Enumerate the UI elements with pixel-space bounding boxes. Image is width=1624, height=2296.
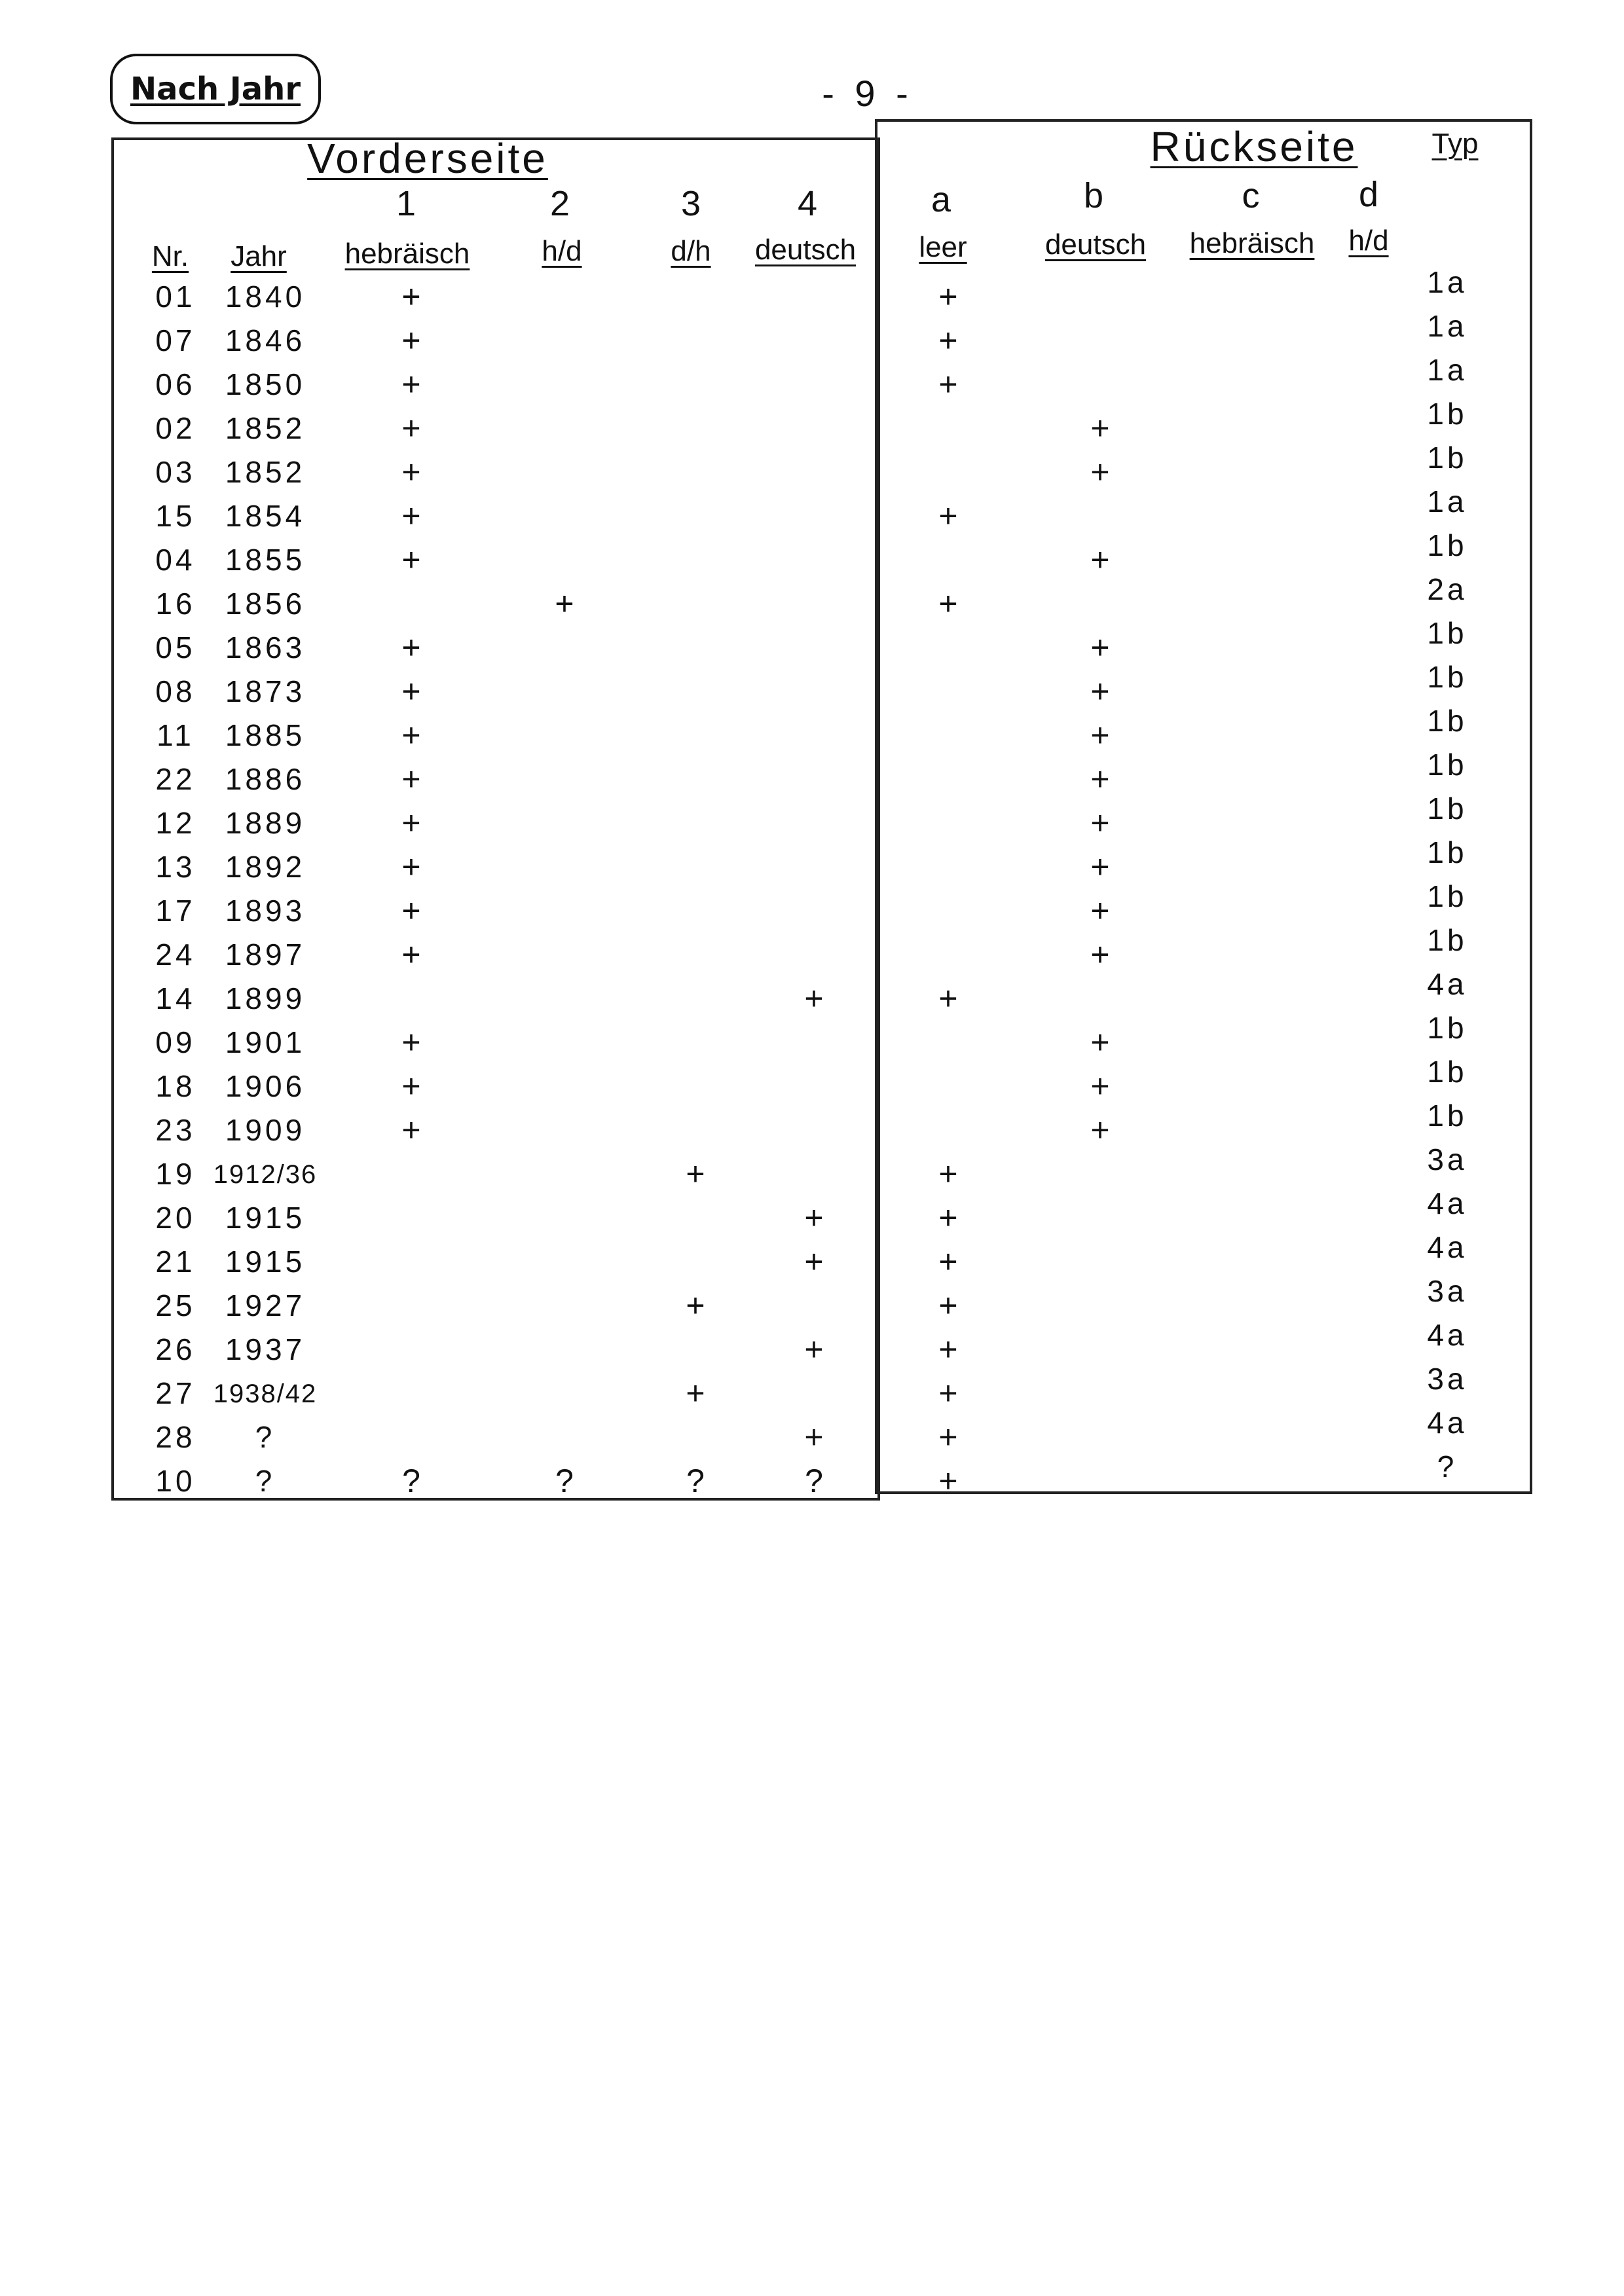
row-mark-ba: + bbox=[938, 1331, 958, 1368]
column-header-f4: deutsch bbox=[754, 234, 857, 266]
page-number: - 9 - bbox=[822, 73, 913, 114]
row-year: 1873 bbox=[225, 674, 306, 708]
column-number-8: d bbox=[1358, 175, 1379, 214]
row-year: 1855 bbox=[225, 543, 306, 577]
row-year: 1915 bbox=[225, 1245, 306, 1279]
row-type: 2a bbox=[1427, 572, 1467, 606]
row-nr: 17 bbox=[155, 894, 196, 928]
row-mark-f3: + bbox=[686, 1287, 705, 1324]
row-mark-f1: + bbox=[401, 498, 421, 534]
row-year: 1850 bbox=[225, 367, 306, 401]
column-number-4: 4 bbox=[797, 184, 818, 223]
row-nr: 16 bbox=[155, 587, 196, 621]
row-nr: 07 bbox=[155, 323, 196, 357]
row-mark-f2: ? bbox=[555, 1463, 574, 1499]
row-type: 1b bbox=[1427, 441, 1467, 475]
row-type: 1a bbox=[1427, 353, 1467, 387]
row-type: 3a bbox=[1427, 1362, 1467, 1396]
row-type: 1b bbox=[1427, 1099, 1467, 1133]
row-type: 4a bbox=[1427, 1318, 1467, 1352]
row-mark-f2: + bbox=[555, 585, 574, 622]
row-mark-f1: ? bbox=[402, 1463, 420, 1499]
row-mark-f1: + bbox=[401, 673, 421, 710]
row-mark-ba: + bbox=[938, 1199, 958, 1236]
row-type: 1b bbox=[1427, 704, 1467, 738]
row-mark-ba: + bbox=[938, 1463, 958, 1499]
row-year: 1846 bbox=[225, 323, 306, 357]
badge-label: Nach Jahr bbox=[130, 71, 301, 107]
row-type: 4a bbox=[1427, 1406, 1467, 1440]
row-mark-bb: + bbox=[1090, 410, 1110, 446]
row-mark-bb: + bbox=[1090, 1068, 1110, 1104]
row-mark-f4: + bbox=[804, 1419, 824, 1455]
row-mark-bb: + bbox=[1090, 629, 1110, 666]
column-header-f3: d/h bbox=[671, 235, 711, 267]
column-header-f2: h/d bbox=[542, 235, 582, 267]
row-type: 1b bbox=[1427, 748, 1467, 782]
row-mark-f4: + bbox=[804, 1199, 824, 1236]
row-mark-f1: + bbox=[401, 717, 421, 754]
row-mark-f1: + bbox=[401, 366, 421, 403]
row-year: 1915 bbox=[225, 1201, 306, 1235]
row-mark-ba: + bbox=[938, 980, 958, 1017]
row-type: 1b bbox=[1427, 879, 1467, 913]
row-nr: 15 bbox=[155, 499, 196, 533]
row-mark-bb: + bbox=[1090, 717, 1110, 754]
row-nr: 02 bbox=[155, 411, 196, 445]
row-mark-f1: + bbox=[401, 454, 421, 490]
row-type: 4a bbox=[1427, 967, 1467, 1001]
row-year: 1863 bbox=[225, 630, 306, 665]
row-nr: 11 bbox=[157, 718, 194, 752]
column-header-f1: hebräisch bbox=[344, 238, 470, 270]
column-number-3: 3 bbox=[680, 184, 701, 223]
front-side-title: Vorderseite bbox=[307, 135, 548, 182]
row-nr: 24 bbox=[155, 938, 196, 972]
row-year: 1909 bbox=[225, 1113, 306, 1147]
row-mark-f1: + bbox=[401, 541, 421, 578]
row-mark-ba: + bbox=[938, 585, 958, 622]
row-mark-bb: + bbox=[1090, 805, 1110, 841]
row-mark-ba: + bbox=[938, 1419, 958, 1455]
row-type: 4a bbox=[1427, 1230, 1467, 1264]
column-number-2: 2 bbox=[549, 184, 570, 223]
row-year: 1852 bbox=[225, 455, 306, 489]
row-mark-f4: + bbox=[804, 1331, 824, 1368]
column-header-ba: leer bbox=[919, 231, 967, 263]
row-nr: 03 bbox=[155, 455, 196, 489]
row-nr: 19 bbox=[155, 1157, 196, 1191]
row-type: 1b bbox=[1427, 923, 1467, 957]
row-type: 1b bbox=[1427, 1011, 1467, 1045]
row-year: 1852 bbox=[225, 411, 306, 445]
row-nr: 18 bbox=[155, 1069, 196, 1103]
row-mark-f1: + bbox=[401, 1024, 421, 1061]
column-header-nr: Nr. bbox=[151, 240, 189, 272]
row-nr: 08 bbox=[155, 674, 196, 708]
row-mark-f3: + bbox=[686, 1375, 705, 1412]
row-mark-bb: + bbox=[1090, 1024, 1110, 1061]
nach-jahr-badge bbox=[110, 54, 321, 124]
row-nr: 13 bbox=[155, 850, 196, 884]
column-header-bb: deutsch bbox=[1044, 228, 1147, 261]
row-mark-ba: + bbox=[938, 1156, 958, 1192]
row-mark-f1: + bbox=[401, 848, 421, 885]
row-nr: 21 bbox=[155, 1245, 196, 1279]
row-type: 1a bbox=[1427, 484, 1467, 519]
row-type: 1a bbox=[1427, 265, 1467, 299]
row-nr: 27 bbox=[155, 1376, 196, 1410]
row-mark-f1: + bbox=[401, 936, 421, 973]
row-type: 1b bbox=[1427, 792, 1467, 826]
row-year: 1886 bbox=[225, 762, 306, 796]
row-mark-f4: ? bbox=[805, 1463, 823, 1499]
row-nr: 04 bbox=[155, 543, 196, 577]
row-year: 1938/42 bbox=[213, 1379, 318, 1408]
row-year: 1927 bbox=[225, 1288, 306, 1322]
row-year: 1937 bbox=[225, 1332, 306, 1366]
column-number-7: c bbox=[1242, 176, 1260, 215]
row-nr: 22 bbox=[155, 762, 196, 796]
row-type: 1b bbox=[1427, 397, 1467, 431]
row-nr: 28 bbox=[155, 1420, 196, 1454]
row-year: 1912/36 bbox=[213, 1160, 318, 1189]
row-type: 4a bbox=[1427, 1186, 1467, 1220]
row-nr: 06 bbox=[155, 367, 196, 401]
row-type: 1a bbox=[1427, 309, 1467, 343]
row-nr: 09 bbox=[155, 1025, 196, 1059]
row-nr: 05 bbox=[155, 630, 196, 665]
row-mark-f1: + bbox=[401, 629, 421, 666]
row-mark-f1: + bbox=[401, 1068, 421, 1104]
row-mark-f1: + bbox=[401, 1112, 421, 1148]
row-year: 1889 bbox=[225, 806, 306, 840]
column-number-6: b bbox=[1083, 176, 1104, 215]
row-nr: 23 bbox=[155, 1113, 196, 1147]
row-mark-ba: + bbox=[938, 278, 958, 315]
row-mark-bb: + bbox=[1090, 1112, 1110, 1148]
row-mark-ba: + bbox=[938, 1375, 958, 1412]
row-nr: 25 bbox=[155, 1288, 196, 1322]
row-mark-f1: + bbox=[401, 761, 421, 797]
row-year: 1906 bbox=[225, 1069, 306, 1103]
column-header-bd: h/d bbox=[1348, 225, 1389, 257]
row-year: 1901 bbox=[225, 1025, 306, 1059]
row-mark-ba: + bbox=[938, 1243, 958, 1280]
row-year: ? bbox=[255, 1420, 276, 1454]
row-mark-f3: ? bbox=[686, 1463, 705, 1499]
row-nr: 01 bbox=[155, 280, 196, 314]
row-nr: 10 bbox=[155, 1464, 196, 1498]
row-mark-bb: + bbox=[1090, 541, 1110, 578]
row-year: 1885 bbox=[225, 718, 306, 752]
row-year: 1840 bbox=[225, 280, 306, 314]
row-year: 1893 bbox=[225, 894, 306, 928]
row-type: 1b bbox=[1427, 528, 1467, 562]
row-mark-f1: + bbox=[401, 410, 421, 446]
row-mark-bb: + bbox=[1090, 848, 1110, 885]
row-mark-bb: + bbox=[1090, 673, 1110, 710]
row-mark-bb: + bbox=[1090, 454, 1110, 490]
row-year: 1897 bbox=[225, 938, 306, 972]
type-header: Typ bbox=[1431, 128, 1479, 160]
back-side-title: Rückseite bbox=[1150, 123, 1358, 170]
row-nr: 14 bbox=[155, 981, 196, 1015]
row-type: 3a bbox=[1427, 1142, 1467, 1176]
row-mark-f4: + bbox=[804, 1243, 824, 1280]
row-type: ? bbox=[1437, 1449, 1458, 1484]
row-nr: 20 bbox=[155, 1201, 196, 1235]
row-mark-ba: + bbox=[938, 1287, 958, 1324]
row-mark-ba: + bbox=[938, 322, 958, 359]
row-year: 1854 bbox=[225, 499, 306, 533]
row-year: 1892 bbox=[225, 850, 306, 884]
column-header-bc: hebräisch bbox=[1189, 227, 1315, 259]
row-type: 1b bbox=[1427, 835, 1467, 869]
column-number-1: 1 bbox=[396, 184, 416, 223]
row-mark-bb: + bbox=[1090, 761, 1110, 797]
column-number-5: a bbox=[931, 180, 951, 219]
row-nr: 26 bbox=[155, 1332, 196, 1366]
row-mark-f1: + bbox=[401, 322, 421, 359]
row-type: 3a bbox=[1427, 1274, 1467, 1308]
row-mark-ba: + bbox=[938, 498, 958, 534]
row-type: 1b bbox=[1427, 660, 1467, 694]
row-year: 1899 bbox=[225, 981, 306, 1015]
row-year: 1856 bbox=[225, 587, 306, 621]
column-header-jahr: Jahr bbox=[231, 240, 287, 272]
row-mark-f1: + bbox=[401, 892, 421, 929]
row-nr: 12 bbox=[155, 806, 196, 840]
row-mark-bb: + bbox=[1090, 892, 1110, 929]
row-year: ? bbox=[255, 1464, 276, 1498]
row-mark-ba: + bbox=[938, 366, 958, 403]
row-mark-bb: + bbox=[1090, 936, 1110, 973]
row-type: 1b bbox=[1427, 616, 1467, 650]
row-mark-f1: + bbox=[401, 805, 421, 841]
row-mark-f1: + bbox=[401, 278, 421, 315]
row-mark-f3: + bbox=[686, 1156, 705, 1192]
row-type: 1b bbox=[1427, 1055, 1467, 1089]
row-mark-f4: + bbox=[804, 980, 824, 1017]
